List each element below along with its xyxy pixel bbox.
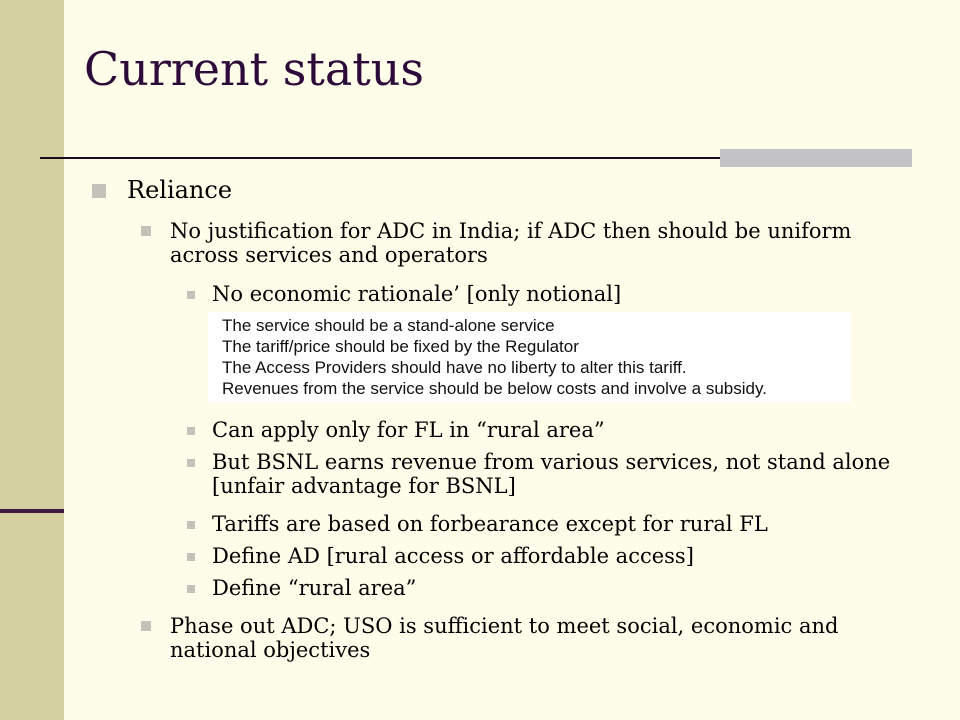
quote-line: Revenues from the service should be below costs and involve a subsidy.: [222, 379, 767, 398]
slide-title: Current status: [84, 42, 424, 96]
quote-line: The tariff/price should be fixed by the Regulator: [222, 337, 579, 356]
quote-line: The service should be a stand-alone service: [222, 316, 555, 335]
point-no-justification: No justification for ADC in India; if ADC then should be uniform across services and operators: [170, 219, 852, 267]
left-bar-accent-line: [0, 509, 64, 513]
quoted-criteria-box: [208, 312, 851, 402]
sub-bsnl-revenue: But BSNL earns revenue from various services, not stand alone [unfair advantage for BSNL]: [212, 450, 891, 498]
sub-forbearance: Tariffs are based on forbearance except for rural FL: [212, 512, 768, 536]
title-underline-accent: [720, 149, 912, 167]
bullet-square-icon: [187, 459, 195, 467]
bullet-square-icon: [187, 291, 195, 299]
bullet-square-icon: [187, 427, 195, 435]
heading-reliance: Reliance: [127, 176, 233, 204]
sub-rural-area: Can apply only for FL in “rural area”: [212, 418, 605, 442]
bullet-square-icon: [187, 521, 195, 529]
quote-line: The Access Providers should have no liberty to alter this tariff.: [222, 358, 687, 377]
bullet-square-icon: [141, 226, 151, 236]
bullet-square-icon: [187, 585, 195, 593]
sub-economic-rationale: No economic rationale’ [only notional]: [212, 282, 622, 306]
sub-define-rural-area: Define “rural area”: [212, 576, 417, 600]
bullet-square-icon: [141, 621, 151, 631]
bullet-square-icon: [187, 553, 195, 561]
sub-define-ad: Define AD [rural access or affordable access]: [212, 544, 694, 568]
bullet-square-icon: [92, 184, 106, 198]
point-phase-out-adc: Phase out ADC; USO is sufficient to meet social, economic and national objectives: [170, 614, 839, 662]
left-decorative-bar: [0, 0, 64, 720]
